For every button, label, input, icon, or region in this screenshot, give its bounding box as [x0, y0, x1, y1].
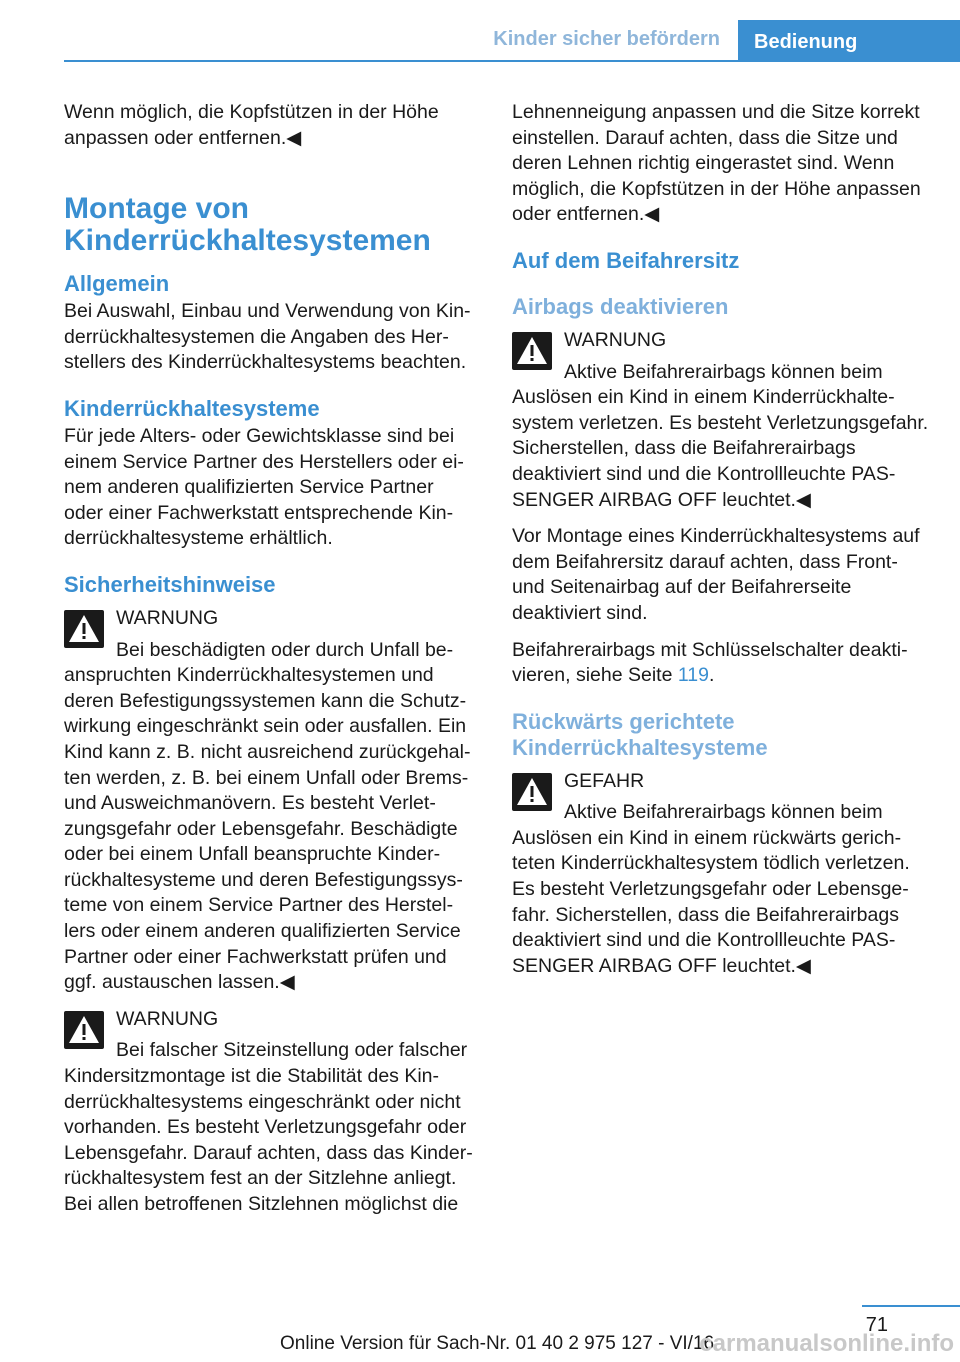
warning-title: WARNUNG — [116, 1007, 219, 1030]
warning-block-4 — [512, 769, 932, 980]
paragraph-schluesselschalter — [512, 638, 932, 689]
chapter-heading: Montage von Kinderrückhaltesystemen — [64, 192, 431, 258]
warning-icon — [64, 610, 104, 648]
watermark: carmanualsonline.info — [699, 1330, 954, 1357]
warning-title: GEFAHR — [564, 769, 645, 792]
heading-sicherheitshinweise: Sicherheitshinweise — [64, 571, 276, 597]
warning-icon — [512, 773, 552, 811]
right-column — [512, 100, 932, 990]
page-number: 71 — [865, 1314, 888, 1336]
footer-text: Online Version für Sach-Nr. 01 40 2 975 127 - VI/16 — [280, 1333, 715, 1354]
header-tab-bedienung[interactable]: Bedienung — [738, 20, 960, 60]
header-section-title: Kinder sicher befördern — [493, 28, 720, 50]
page-link[interactable]: 119 — [677, 664, 709, 687]
warning-title: WARNUNG — [116, 606, 219, 629]
heading-rueckwaerts: Rückwärts gerichtete Kinderrückhaltesysteme — [512, 708, 768, 760]
paragraph-kinderrueckhaltesysteme: Für jede Alters- oder Gewichtsklasse sind bei einem Service Partner des Herstellers oder einem anderen qualifizierten Service Partner oder einer Fachwerkstatt entsprechende Kinderrückhaltesysteme erhältlich. — [64, 424, 464, 550]
paragraph-montage: Vor Montage eines Kinderrückhaltesystems auf dem Beifahrersitz darauf achten, dass Front- und Seitenairbag auf der Beifahrerseite deaktiviert sind. — [512, 525, 920, 624]
warning-title: WARNUNG — [564, 328, 667, 351]
paragraph-text: Beifahrerairbags mit Schlüsselschalter deaktivieren, siehe Seite — [512, 638, 908, 687]
heading-airbags-deaktivieren: Airbags deaktivieren — [512, 293, 729, 319]
warning-block-3 — [512, 328, 932, 513]
paragraph-end: . — [708, 664, 715, 687]
warning-block-2 — [64, 1007, 476, 1218]
warning-icon — [512, 332, 552, 370]
warning-text: Aktive Beifahrerairbags können beim Auslösen ein Kind in einem Kinderrückhaltesystem verletzen. Es besteht Verletzungsgefahr. Sicherstellen, dass die Beifahrerairbags deaktiviert sind und die Kontrollleuchte PASSENGER AIRBAG OFF leuchtet.◀ — [512, 360, 929, 511]
intro-paragraph: Wenn möglich, die Kopfstützen in der Höhe anpassen oder entfernen.◀ — [64, 101, 439, 149]
heading-allgemein: Allgemein — [64, 271, 170, 297]
heading-beifahrersitz: Auf dem Beifahrersitz — [512, 247, 740, 273]
warning-text: Aktive Beifahrerairbags können beim Auslösen ein Kind in einem rückwärts gerichteten Kinderrückhaltesystem tödlich verletzen. Es besteht Verletzungsgefahr oder Lebensgefahr. Sicherstellen, dass die Beifahrerairbags deaktiviert sind und die Kontrollleuchte PASSENGER AIRBAG OFF leuchtet.◀ — [512, 801, 910, 977]
warning-text: Bei falscher Sitzeinstellung oder falscher Kindersitzmontage ist die Stabilität des Kinderrückhaltesystems eingeschränkt oder nicht vorhanden. Es besteht Verletzungsgefahr oder Lebensgefahr. Darauf achten, dass das Kinderrückhaltesystem fest an der Sitzlehne anliegt. Bei allen betroffenen Sitzlehnen möglichst die — [64, 1039, 473, 1215]
footer-rule — [862, 1305, 960, 1307]
warning-icon — [64, 1011, 104, 1049]
heading-kinderrueckhaltesysteme: Kinderrückhaltesysteme — [64, 395, 320, 421]
left-column — [64, 100, 476, 1229]
continued-paragraph: Lehnenneigung anpassen und die Sitze korrekt einstellen. Darauf achten, dass die Sitze und deren Lehnen richtig eingerastet sind. Wenn möglich, die Kopfstützen in der Höhe anpassen oder entfernen.◀ — [512, 101, 921, 226]
warning-text: Bei beschädigten oder durch Unfall beanspruchten Kinderrückhaltesystemen und deren Befestigungssystemen kann die Schutzwirkung eingeschränkt sein oder ausfallen. Ein Kind kann z. B. nicht ausreichend zurückgehalten werden, z. B. bei einem Unfall oder Brems- und Ausweichmanövern. Es besteht Verletzungsgefahr oder Lebensgefahr. Beschädigte oder bei einem Unfall beanspruchte Kinderrückhaltesysteme und deren Befestigungssysteme von einem Service Partner des Herstellers oder einem anderen qualifizierten Service Partner oder einer Fachwerkstatt prüfen und ggf. austauschen lassen.◀ — [64, 638, 471, 994]
paragraph-allgemein: Bei Auswahl, Einbau und Verwendung von Kinderrückhaltesystemen die Angaben des Herstellers des Kinderrückhaltesystems beachten. — [64, 300, 471, 374]
header-rule — [64, 60, 960, 62]
warning-block-1 — [64, 606, 476, 996]
